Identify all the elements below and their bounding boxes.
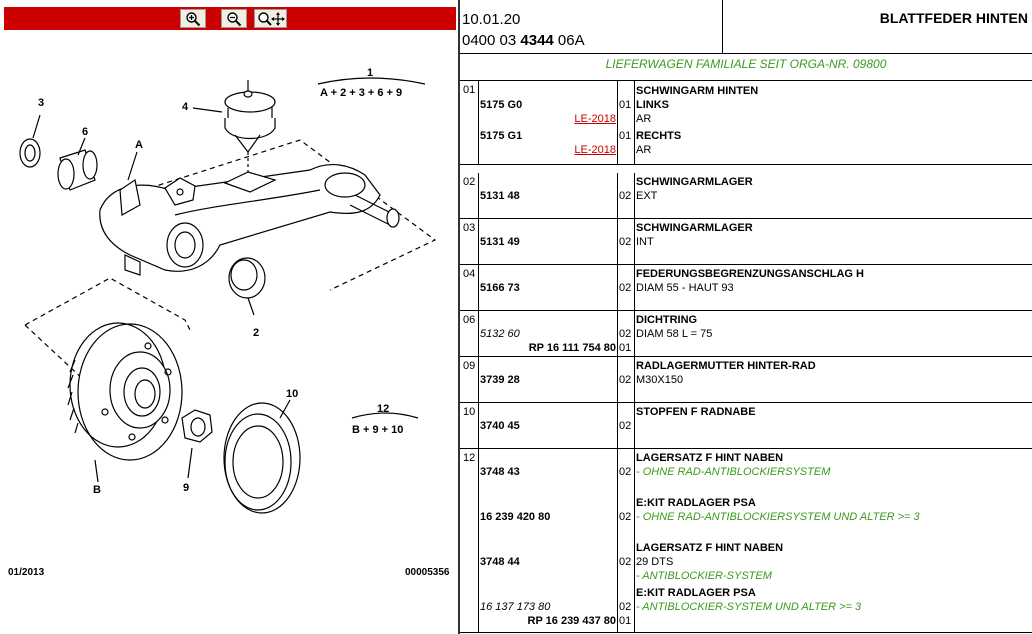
part-desc: LAGERSATZ F HINT NABEN [636, 452, 784, 464]
part-ref[interactable]: 3748 44 [480, 556, 520, 568]
callout-a: A [135, 139, 143, 151]
part-note: - ANTIBLOCKIER-SYSTEM [636, 570, 772, 582]
part-sub: M30X150 [636, 374, 684, 386]
part-sub: 29 DTS [636, 556, 674, 568]
part-desc: LAGERSATZ F HINT NABEN [636, 542, 784, 554]
header-ref: 0400 03 4344 06A [462, 32, 585, 49]
part-ref[interactable]: 5132 60 [480, 328, 520, 340]
part-note: - OHNE RAD-ANTIBLOCKIERSYSTEM UND ALTER >= 3 [636, 511, 920, 523]
formula-1: A + 2 + 3 + 6 + 9 [320, 87, 403, 99]
part-desc: E:KIT RADLAGER PSA [636, 587, 756, 599]
qty: 01 [619, 130, 632, 142]
qty: 02 [619, 511, 632, 523]
zoom-out-button[interactable] [221, 9, 247, 28]
replacement-ref[interactable]: RP 16 111 754 80 [528, 342, 616, 354]
part-ref[interactable]: 5131 49 [480, 236, 520, 248]
row-index: 10 [460, 403, 479, 448]
row-index: 03 [460, 219, 479, 264]
table-row[interactable] [460, 311, 1032, 357]
part-ref[interactable]: 5166 73 [480, 282, 520, 294]
qty: 02 [619, 236, 632, 248]
row-index: 06 [460, 311, 479, 356]
part-desc: SCHWINGARMLAGER [636, 176, 753, 188]
row-index: 12 [460, 449, 479, 632]
qty: 02 [619, 190, 632, 202]
diagram-panel [0, 0, 458, 634]
zoom-in-button[interactable] [180, 9, 206, 28]
zoom-pan-icon [257, 11, 285, 27]
part-ref[interactable]: 16 239 420 80 [480, 511, 551, 523]
part-desc: STOPFEN F RADNABE [636, 406, 756, 418]
callout-4: 4 [182, 101, 189, 113]
replacement-ref[interactable]: RP 16 239 437 80 [527, 615, 616, 627]
vehicle-subtitle: LIEFERWAGEN FAMILIALE SEIT ORGA-NR. 09800 [605, 57, 887, 71]
page-title: BLATTFEDER HINTEN [879, 10, 1028, 26]
le-link[interactable]: LE-2018 [574, 113, 616, 125]
part-desc: SCHWINGARMLAGER [636, 222, 753, 234]
table-row[interactable] [460, 449, 1032, 633]
part-ref[interactable]: 16 137 173 80 [480, 601, 551, 613]
part-sub: EXT [636, 190, 658, 202]
header-date: 10.01.20 [462, 11, 521, 28]
part-sub: DIAM 58 L = 75 [636, 328, 713, 340]
part-desc: E:KIT RADLAGER PSA [636, 497, 756, 509]
part-sub: AR [636, 113, 652, 125]
le-link[interactable]: LE-2018 [574, 144, 616, 156]
part-sub: LINKS [636, 99, 669, 111]
callout-b: B [93, 484, 101, 496]
qty: 01 [619, 342, 632, 354]
callout-12: 12 [377, 403, 390, 415]
table-row[interactable] [460, 357, 1032, 403]
part-sub: AR [636, 144, 652, 156]
diagram-date: 01/2013 [8, 567, 45, 578]
parts-panel [460, 0, 1032, 634]
formula-12: B + 9 + 10 [352, 424, 404, 436]
qty: 01 [619, 99, 632, 111]
part-desc: DICHTRING [636, 314, 698, 326]
callout-3: 3 [38, 97, 45, 109]
part-desc: FEDERUNGSBEGRENZUNGSANSCHLAG H [636, 268, 864, 280]
row-index: 01 [460, 81, 479, 164]
part-desc: SCHWINGARM HINTEN [636, 85, 759, 97]
table-row[interactable] [460, 265, 1032, 311]
header-info [460, 0, 723, 54]
qty: 02 [619, 282, 632, 294]
part-ref[interactable]: 3739 28 [480, 374, 520, 386]
qty: 02 [619, 420, 632, 432]
callout-1: 1 [367, 67, 374, 79]
part-ref[interactable]: 5175 G1 [480, 130, 523, 142]
part-note: - OHNE RAD-ANTIBLOCKIERSYSTEM [636, 466, 831, 478]
part-sub: RECHTS [636, 130, 682, 142]
table-row[interactable] [460, 81, 1032, 165]
callout-10: 10 [286, 388, 299, 400]
table-row[interactable] [460, 403, 1032, 449]
part-ref[interactable]: 3748 43 [480, 466, 520, 478]
qty: 02 [619, 328, 632, 340]
qty: 01 [619, 615, 632, 627]
diagram-code: 00005356 [405, 567, 450, 578]
exploded-parts-diagram [0, 38, 458, 538]
row-index: 09 [460, 357, 479, 402]
callout-2: 2 [253, 327, 260, 339]
part-ref[interactable]: 3740 45 [480, 420, 520, 432]
callout-9: 9 [183, 482, 190, 494]
bearing-ext [20, 139, 40, 167]
callout-6: 6 [82, 126, 89, 138]
table-row[interactable] [460, 173, 1032, 219]
qty: 02 [619, 556, 632, 568]
part-sub: INT [636, 236, 654, 248]
hub-nut [182, 410, 212, 442]
table-row[interactable] [460, 219, 1032, 265]
page-header [460, 0, 1032, 54]
zoom-in-icon [185, 11, 201, 27]
row-index: 04 [460, 265, 479, 310]
diagram-toolbar [4, 7, 456, 30]
part-desc: RADLAGERMUTTER HINTER-RAD [636, 360, 816, 372]
qty: 02 [619, 466, 632, 478]
zoom-pan-button[interactable] [254, 9, 287, 28]
qty: 02 [619, 601, 632, 613]
row-index: 02 [460, 173, 479, 218]
part-ref[interactable]: 5175 G0 [480, 99, 523, 111]
part-note: - ANTIBLOCKIER-SYSTEM UND ALTER >= 3 [636, 601, 862, 613]
part-ref[interactable]: 5131 48 [480, 190, 520, 202]
qty: 02 [619, 374, 632, 386]
zoom-out-icon [226, 11, 242, 27]
part-sub: DIAM 55 - HAUT 93 [636, 282, 734, 294]
